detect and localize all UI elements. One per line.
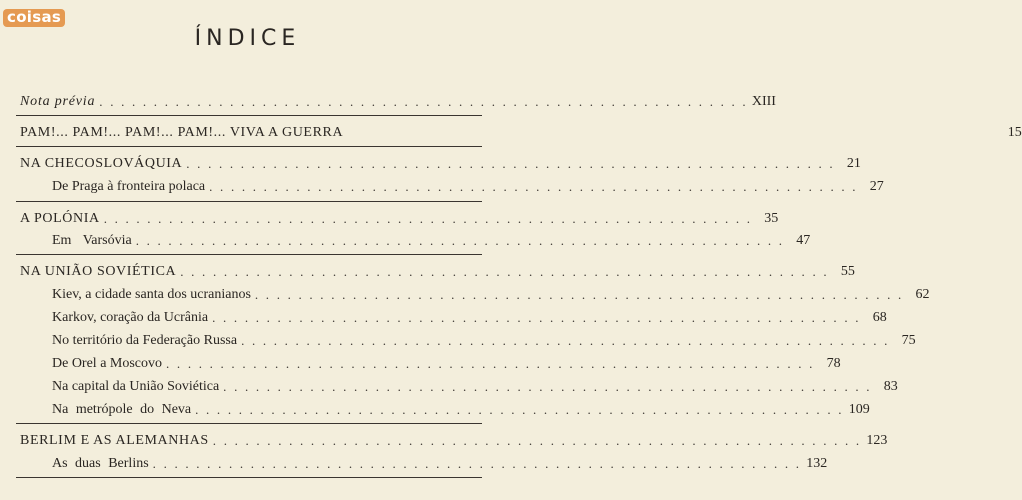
page-title: ÍNDICE [194,26,301,51]
toc-entry-label: BERLIM E AS ALEMANHAS [20,433,209,448]
toc-entry-page: 27 [869,179,884,194]
toc-entry-label: As duas Berlins [52,456,149,471]
toc-subentry-federacao-russa [52,329,916,349]
toc-subentry-duas-berlins [52,452,828,472]
watermark-logo: coisas [3,9,65,27]
dot-leader: . . . . . . . . . . . . . . . . . . . . . . . . . . . . . . . . . . . . . . . . . . . . . . . . . . . . . . . . . . . . [186,156,835,171]
section-divider [16,254,482,255]
toc-entry-page: XIII [751,94,776,109]
toc-entry-label: Na metrópole do Neva [52,402,192,417]
toc-subentry-varsovia [52,229,811,249]
toc-entry-page: 78 [826,356,841,371]
toc-subentry-neva [52,398,870,418]
toc-subentry-praga [52,175,884,195]
dot-leader: . . . . . . . . . . . . . . . . . . . . . . . . . . . . . . . . . . . . . . . . . . . . . . . . . . . . . . . . . . . . [166,356,815,371]
toc-entry-uniao-sovietica [20,260,855,280]
toc-entry-label: No território da Federação Russa [52,333,238,348]
toc-entry-page: 132 [806,456,828,471]
section-divider [16,201,482,202]
toc-entry-checoslovaquia [20,152,861,172]
toc-entry-label: Karkov, coração da Ucrânia [52,310,209,325]
toc-entry-page: 75 [901,333,916,348]
toc-entry-page: 15 [1007,125,1022,140]
toc-entry-label: PAM!... PAM!... PAM!... PAM!... VIVA A GUERRA [20,125,344,140]
section-divider [16,477,482,478]
dot-leader: . . . . . . . . . . . . . . . . . . . . . . . . . . . . . . . . . . . . . . . . . . . . . . . . . . . . . . . . . . . . [103,211,753,226]
toc-entry-page: 35 [764,211,779,226]
toc-entry-page: 109 [848,402,870,417]
toc-subentry-capital [52,375,898,395]
dot-leader: . . . . . . . . . . . . . . . . . . . . . . . . . . . . . . . . . . . . . . . . . . . . . . . . . . . . . . . . . . . . [152,456,802,471]
section-divider [16,146,482,147]
toc-subentry-karkov [52,306,887,326]
toc-entry-label: Nota prévia [20,94,96,109]
dot-leader: . . . . . . . . . . . . . . . . . . . . . . . . . . . . . . . . . . . . . . . . . . . . . . . . . . . . . . . . . . . . [99,94,748,109]
toc-entry-label: A POLÓNIA [20,211,100,226]
toc-entry-viva-a-guerra [20,121,1022,141]
toc-entry-label: NA CHECOSLOVÁQUIA [20,156,183,171]
toc-entry-nota-previa [20,90,776,110]
dot-leader: . . . . . . . . . . . . . . . . . . . . . . . . . . . . . . . . . . . . . . . . . . . . . . . . . . . . . . . . . . . . [209,179,858,194]
toc-entry-label: De Orel a Moscovo [52,356,163,371]
toc-entry-polonia [20,207,779,227]
dot-leader: . . . . . . . . . . . . . . . . . . . . . . . . . . . . . . . . . . . . . . . . . . . . . . . . . . . . . . . . . . . . [180,264,829,279]
toc-subentry-orel-moscovo [52,352,841,372]
dot-leader: . . . . . . . . . . . . . . . . . . . . . . . . . . . . . . . . . . . . . . . . . . . . . . . . . . . . . . . . . . . . [212,433,862,448]
dot-leader: . . . . . . . . . . . . . . . . . . . . . . . . . . . . . . . . . . . . . . . . . . . . . . . . . . . . . . . . . . . . [135,233,785,248]
toc-entry-page: 47 [796,233,811,248]
toc-entry-page: 62 [915,287,930,302]
section-divider [16,115,482,116]
dot-leader: . . . . . . . . . . . . . . . . . . . . . . . . . . . . . . . . . . . . . . . . . . . . . . . . . . . . . . . . . . . . [212,310,861,325]
toc-entry-berlim [20,429,888,449]
dot-leader: . . . . . . . . . . . . . . . . . . . . . . . . . . . . . . . . . . . . . . . . . . . . . . . . . . . . . . . . . . . . [241,333,890,348]
toc-entry-page: 123 [866,433,888,448]
toc-subentry-kiev [52,283,930,303]
toc-entry-label: Na capital da União Soviética [52,379,220,394]
toc-entry-label: Em Varsóvia [52,233,132,248]
toc-entry-page: 68 [872,310,887,325]
dot-leader: . . . . . . . . . . . . . . . . . . . . . . . . . . . . . . . . . . . . . . . . . . . . . . . . . . . . . . . . . . . . [195,402,844,417]
toc-entry-label: De Praga à fronteira polaca [52,179,206,194]
toc-entry-label: Kiev, a cidade santa dos ucranianos [52,287,251,302]
toc-entry-page: 21 [846,156,861,171]
toc-entry-label: NA UNIÃO SOVIÉTICA [20,264,177,279]
section-divider [16,423,482,424]
dot-leader: . . . . . . . . . . . . . . . . . . . . . . . . . . . . . . . . . . . . . . . . . . . . . . . . . . . . . . . . . . . . [254,287,904,302]
toc-entry-page: 83 [883,379,898,394]
toc-entry-page: 55 [840,264,855,279]
dot-leader: . . . . . . . . . . . . . . . . . . . . . . . . . . . . . . . . . . . . . . . . . . . . . . . . . . . . . . . . . . . . [223,379,872,394]
